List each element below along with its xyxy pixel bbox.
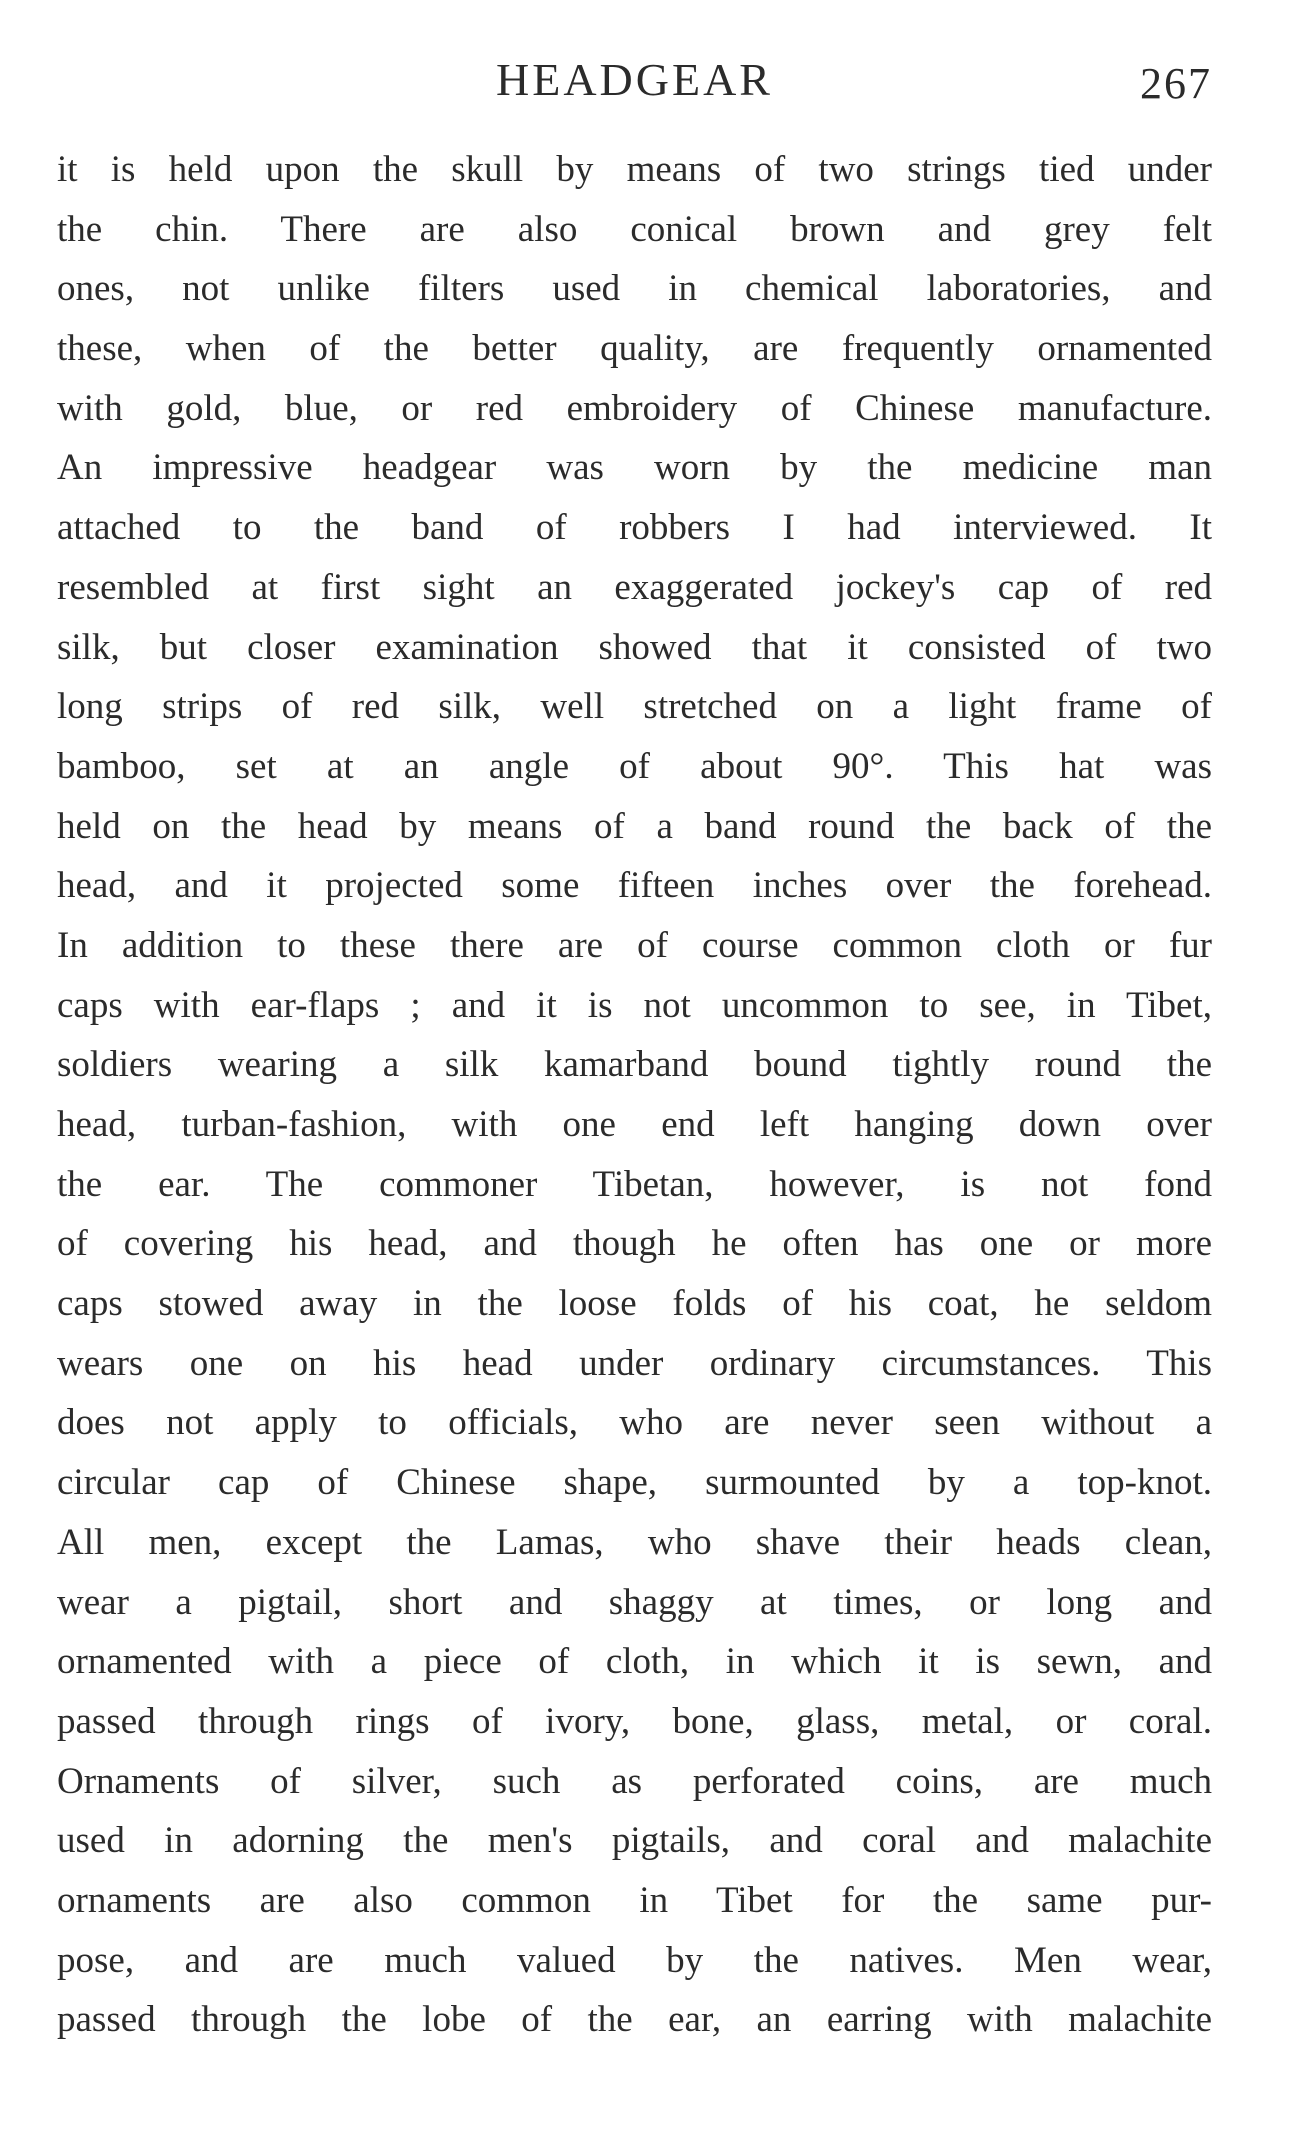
text-line: Ornaments of silver, such as perforated coins, are much [57, 1760, 1212, 1802]
text-line: An impressive headgear was worn by the medicine man [57, 447, 1212, 489]
text-line: the chin. There are also conical brown and grey felt [57, 208, 1212, 250]
text-line: it is held upon the skull by means of two strings tied under [57, 149, 1212, 190]
text-line: of covering his head, and though he often has one or more [57, 1223, 1212, 1265]
text-line: circular cap of Chinese shape, surmounted by a top-knot. [57, 1462, 1212, 1504]
text-line: with gold, blue, or red embroidery of Chinese manufacture. [57, 387, 1212, 429]
text-line: long strips of red silk, well stretched on a light frame of [57, 686, 1212, 728]
text-line: bamboo, set at an angle of about 90°. This hat was [57, 745, 1212, 787]
running-head [57, 50, 1212, 110]
text-line: the ear. The commoner Tibetan, however, is not fond [57, 1163, 1212, 1205]
text-line: wear a pigtail, short and shaggy at times, or long and [57, 1581, 1212, 1623]
text-line: All men, except the Lamas, who shave their heads clean, [57, 1521, 1212, 1563]
text-line: In addition to these there are of course common cloth or fur [57, 924, 1212, 966]
text-line: ornaments are also common in Tibet for the same pur- [57, 1879, 1212, 1921]
text-line: silk, but closer examination showed that it consisted of two [57, 626, 1212, 668]
text-line: soldiers wearing a silk kamarband bound tightly round the [57, 1044, 1212, 1086]
text-line: attached to the band of robbers I had interviewed. It [57, 507, 1212, 549]
text-line: passed through the lobe of the ear, an earring with malachite [57, 1999, 1212, 2041]
text-line: used in adorning the men's pigtails, and coral and malachite [57, 1820, 1212, 1862]
page-number: 267 [1140, 59, 1212, 108]
text-line: ornamented with a piece of cloth, in which it is sewn, and [57, 1641, 1212, 1683]
body-text [57, 140, 1212, 2050]
chapter-heading: HEADGEAR [496, 54, 773, 105]
text-line: ones, not unlike filters used in chemical laboratories, and [57, 268, 1212, 310]
text-line: pose, and are much valued by the natives. Men wear, [57, 1939, 1212, 1981]
text-line: held on the head by means of a band round the back of the [57, 805, 1212, 847]
text-line: does not apply to officials, who are never seen without a [57, 1402, 1212, 1444]
text-line: caps with ear-flaps ; and it is not uncommon to see, in Tibet, [57, 984, 1212, 1026]
text-line: head, and it projected some fifteen inches over the forehead. [57, 865, 1212, 907]
text-line: caps stowed away in the loose folds of his coat, he seldom [57, 1283, 1212, 1325]
text-line: head, turban-fashion, with one end left hanging down over [57, 1104, 1212, 1145]
text-line: wears one on his head under ordinary circumstances. This [57, 1342, 1212, 1384]
text-line: passed through rings of ivory, bone, glass, metal, or coral. [57, 1700, 1212, 1742]
text-line: these, when of the better quality, are frequently ornamented [57, 328, 1212, 370]
text-line: resembled at first sight an exaggerated jockey's cap of red [57, 566, 1212, 608]
